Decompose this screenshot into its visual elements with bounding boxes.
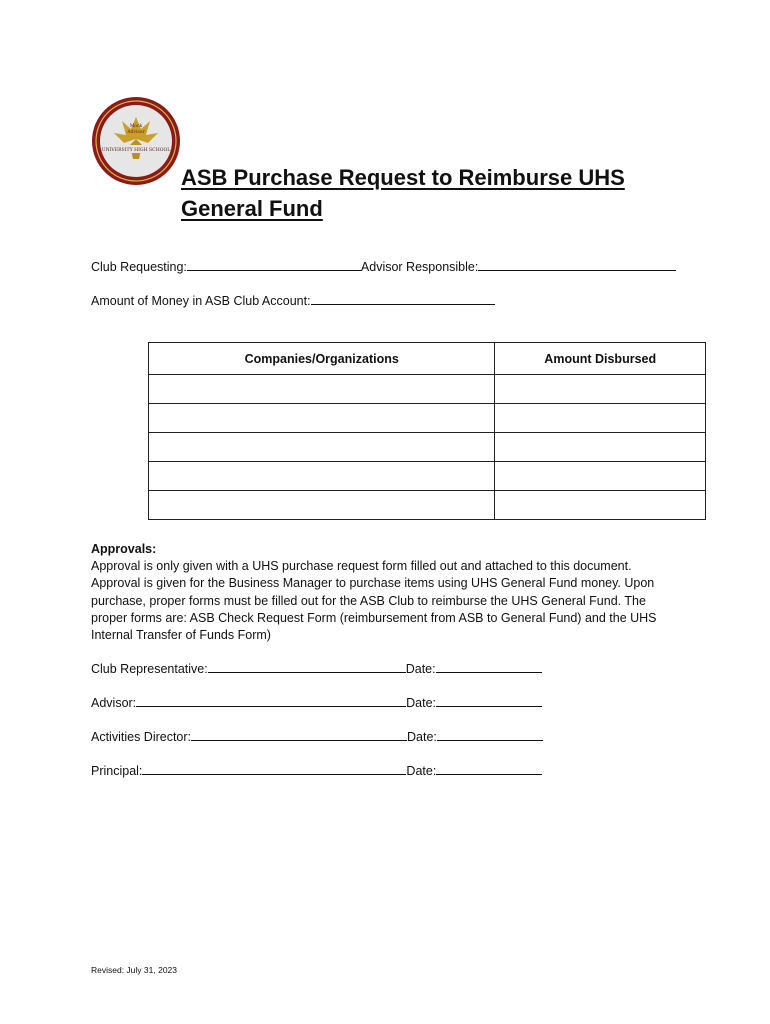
approvals-section bbox=[91, 541, 681, 644]
advisor-blank[interactable] bbox=[136, 705, 406, 707]
signature-row-club-representative bbox=[91, 658, 542, 676]
table-cell-company[interactable] bbox=[149, 404, 495, 433]
advisor-responsible-label: Advisor Responsible: bbox=[360, 260, 479, 274]
date-label: Date: bbox=[406, 764, 437, 778]
table-cell-amount[interactable] bbox=[495, 375, 706, 404]
amount-in-account-blank[interactable] bbox=[311, 303, 495, 305]
logo-banner-text: UNIVERSITY HIGH SCHOOL bbox=[101, 148, 171, 153]
date-blank[interactable] bbox=[436, 671, 542, 673]
table-cell-amount[interactable] bbox=[495, 491, 706, 520]
logo-text-top: Mock bbox=[129, 124, 143, 129]
signature-row-activities-director bbox=[91, 726, 543, 744]
activities-director-blank[interactable] bbox=[191, 739, 407, 741]
table-row bbox=[149, 404, 706, 433]
table-cell-amount[interactable] bbox=[495, 404, 706, 433]
advisor-label: Advisor: bbox=[91, 696, 137, 710]
table-cell-company[interactable] bbox=[149, 462, 495, 491]
club-requesting-blank[interactable] bbox=[187, 269, 361, 271]
logo-text-mid: Advisor bbox=[127, 130, 145, 135]
table-row bbox=[149, 375, 706, 404]
date-label: Date: bbox=[405, 662, 436, 676]
advisor-responsible-blank[interactable] bbox=[478, 269, 676, 271]
disbursement-table bbox=[148, 342, 706, 520]
header-amount: Amount Disbursed bbox=[495, 343, 706, 375]
header-companies: Companies/Organizations bbox=[149, 343, 495, 375]
date-label: Date: bbox=[407, 730, 437, 744]
club-representative-blank[interactable] bbox=[208, 671, 406, 673]
principal-label: Principal: bbox=[91, 764, 143, 778]
approvals-body: Approval is only given with a UHS purchase request form filled out and attached to this document. Approval is given for the Business Manager to purchase items using UHS General Fund money. Upon purchase, proper forms must be filled out for the ASB Club to reimburse the UHS General Fund. The proper forms are: ASB Check Request Form (reimbursement from ASB to General Fund) and the UHS Internal Transfer of Funds Form) bbox=[91, 559, 657, 643]
club-requesting-label: Club Requesting: bbox=[91, 260, 187, 274]
table-cell-company[interactable] bbox=[149, 491, 495, 520]
amount-in-account-label: Amount of Money in ASB Club Account: bbox=[91, 294, 311, 308]
date-blank[interactable] bbox=[437, 739, 543, 741]
title-line-2: General Fund bbox=[181, 196, 323, 221]
signature-row-advisor bbox=[91, 692, 542, 710]
date-blank[interactable] bbox=[436, 773, 542, 775]
table-header-row bbox=[149, 343, 706, 375]
revised-date: Revised: July 31, 2023 bbox=[91, 965, 177, 975]
table-cell-amount[interactable] bbox=[495, 433, 706, 462]
table-cell-company[interactable] bbox=[149, 433, 495, 462]
title-line-1: ASB Purchase Request to Reimburse UHS bbox=[181, 165, 625, 190]
table-row bbox=[149, 462, 706, 491]
amount-row bbox=[91, 290, 495, 308]
principal-blank[interactable] bbox=[142, 773, 406, 775]
date-blank[interactable] bbox=[436, 705, 542, 707]
page-title bbox=[181, 162, 701, 224]
club-representative-label: Club Representative: bbox=[91, 662, 208, 676]
approvals-heading: Approvals: bbox=[91, 542, 157, 556]
club-advisor-row bbox=[91, 256, 676, 274]
school-seal-logo bbox=[90, 95, 182, 187]
date-label: Date: bbox=[406, 696, 437, 710]
table-cell-company[interactable] bbox=[149, 375, 495, 404]
table-row bbox=[149, 433, 706, 462]
table-row bbox=[149, 491, 706, 520]
activities-director-label: Activities Director: bbox=[91, 730, 192, 744]
signature-row-principal bbox=[91, 760, 542, 778]
table-cell-amount[interactable] bbox=[495, 462, 706, 491]
